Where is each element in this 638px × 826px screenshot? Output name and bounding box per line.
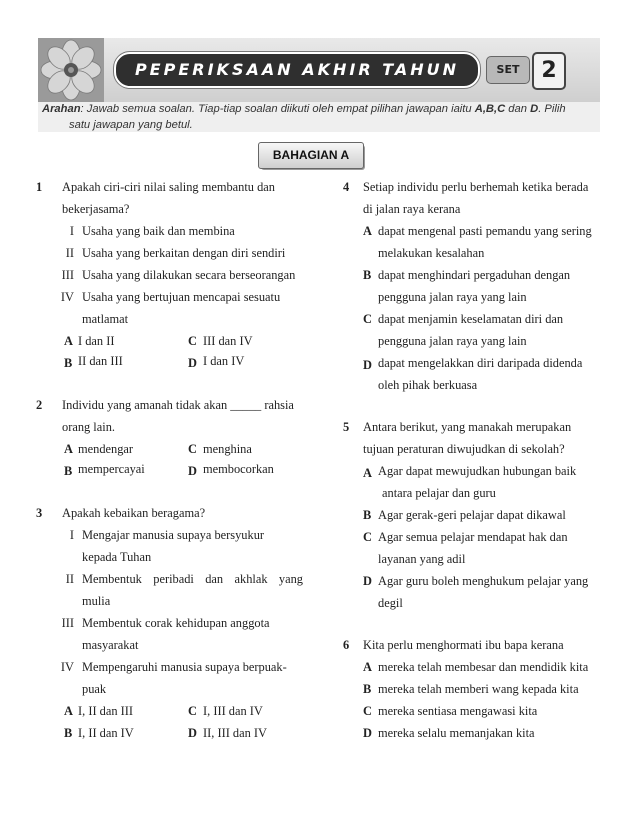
q1-option-d-text[interactable]: I dan IV xyxy=(203,354,245,368)
q4-option-d-text[interactable]: dapat mengelakkan diri daripada didenda xyxy=(378,356,583,370)
q3-statement-numeral: II xyxy=(65,572,74,586)
q4-option-c-text[interactable]: pengguna jalan raya yang lain xyxy=(378,334,527,348)
q3-statement-text: masyarakat xyxy=(82,638,139,652)
q1-statement-numeral: II xyxy=(65,246,74,260)
question-5-stem-line-2: tujuan peraturan diwujudkan di sekolah? xyxy=(363,442,565,456)
q4-option-a-text[interactable]: melakukan kesalahan xyxy=(378,246,485,260)
q1-statement-numeral: III xyxy=(61,268,74,282)
q5-option-d-letter[interactable]: D xyxy=(363,574,372,588)
flower-icon xyxy=(38,38,104,102)
q3-statement-text: mulia xyxy=(82,594,111,608)
q3-option-a-text[interactable]: I, II dan III xyxy=(78,704,134,718)
q1-statement-text: matlamat xyxy=(82,312,129,326)
instructions xyxy=(42,101,582,133)
question-4-number: 4 xyxy=(343,180,350,194)
q6-option-a-letter[interactable]: A xyxy=(363,660,372,674)
q5-option-a-text[interactable]: Agar dapat mewujudkan hubungan baik xyxy=(378,464,577,478)
q3-option-b-letter[interactable]: B xyxy=(64,726,73,740)
instructions-option-d: D xyxy=(530,103,539,115)
q5-option-a-letter[interactable]: A xyxy=(363,466,372,480)
q3-option-d-letter[interactable]: D xyxy=(188,726,197,740)
q2-option-d-text[interactable]: membocorkan xyxy=(203,462,274,476)
q1-option-a-letter[interactable]: A xyxy=(64,334,73,348)
question-6-stem: Kita perlu menghormati ibu bapa kerana xyxy=(363,638,564,652)
q6-option-c-text[interactable]: mereka sentiasa mengawasi kita xyxy=(378,704,538,718)
question-2-number: 2 xyxy=(36,398,43,412)
question-5-number: 5 xyxy=(343,420,350,434)
question-4-stem-line-2: di jalan raya kerana xyxy=(363,202,461,216)
question-4-stem-line-1: Setiap individu perlu berhemah ketika berada xyxy=(363,180,589,194)
exam-title-banner xyxy=(114,52,480,88)
question-3-stem: Apakah kebaikan beragama? xyxy=(62,506,206,520)
q3-statement-text: puak xyxy=(82,682,107,696)
q1-option-b-letter[interactable]: B xyxy=(64,356,73,370)
q1-option-c-letter[interactable]: C xyxy=(188,334,197,348)
q5-option-b-text[interactable]: Agar gerak-geri pelajar dapat dikawal xyxy=(378,508,566,522)
q3-option-c-letter[interactable]: C xyxy=(188,704,197,718)
q3-option-d-text[interactable]: II, III dan IV xyxy=(203,726,267,740)
section-label: BAHAGIAN A xyxy=(272,148,350,162)
q1-option-a-text[interactable]: I dan II xyxy=(78,334,115,348)
q5-option-c-letter[interactable]: C xyxy=(363,530,372,544)
q2-option-d-letter[interactable]: D xyxy=(188,464,197,478)
instructions-line-2: satu jawapan yang betul. xyxy=(69,119,193,131)
q3-statement-text: Mengajar manusia supaya bersyukur xyxy=(82,528,265,542)
instructions-options: A,B,C xyxy=(474,103,506,115)
q2-option-c-text[interactable]: menghina xyxy=(203,442,252,456)
set-label: SET xyxy=(496,63,520,76)
q4-option-b-text[interactable]: dapat menghindari pergaduhan dengan xyxy=(378,268,571,282)
set-number: 2 xyxy=(541,58,557,83)
q4-option-d-text[interactable]: oleh pihak berkuasa xyxy=(378,378,478,392)
q6-option-b-letter[interactable]: B xyxy=(363,682,372,696)
q2-option-a-letter[interactable]: A xyxy=(64,442,73,456)
question-1-stem-line-2: bekerjasama? xyxy=(62,202,130,216)
q4-option-a-letter[interactable]: A xyxy=(363,224,372,238)
q5-option-c-text[interactable]: Agar semua pelajar mendapat hak dan xyxy=(378,530,568,544)
q5-option-c-text[interactable]: layanan yang adil xyxy=(378,552,466,566)
q4-option-b-letter[interactable]: B xyxy=(363,268,372,282)
flower-decoration xyxy=(38,38,104,102)
instructions-and: dan xyxy=(505,103,531,115)
set-number-box xyxy=(532,52,566,90)
q3-statement-text: Membentuk corak kehidupan anggota xyxy=(82,616,270,630)
question-1-stem-line-1: Apakah ciri-ciri nilai saling membantu dan xyxy=(62,180,275,194)
q3-option-a-letter[interactable]: A xyxy=(64,704,73,718)
q1-statement-text: Usaha yang berkaitan dengan diri sendiri xyxy=(82,246,286,260)
q4-option-c-text[interactable]: dapat menjamin keselamatan diri dan xyxy=(378,312,564,326)
question-2-stem-line-2: orang lain. xyxy=(62,420,115,434)
q3-statement-numeral: IV xyxy=(60,660,74,674)
q6-option-c-letter[interactable]: C xyxy=(363,704,372,718)
question-2-stem-line-1: Individu yang amanah tidak akan _____ rahsia xyxy=(62,398,294,412)
q1-statement-text: Usaha yang bertujuan mencapai sesuatu xyxy=(82,290,281,304)
q2-option-b-letter[interactable]: B xyxy=(64,464,73,478)
q2-option-b-text[interactable]: mempercayai xyxy=(78,462,145,476)
q2-option-a-text[interactable]: mendengar xyxy=(78,442,134,456)
q3-statement-numeral: III xyxy=(61,616,74,630)
q3-statement-text: Membentuk peribadi dan akhlak yang xyxy=(82,572,303,586)
q5-option-b-letter[interactable]: B xyxy=(363,508,372,522)
instructions-text-end: . Pilih xyxy=(538,103,566,115)
q4-option-a-text[interactable]: dapat mengenal pasti pemandu yang sering xyxy=(378,224,592,238)
section-label-box xyxy=(258,142,364,169)
q6-option-a-text[interactable]: mereka telah membesar dan mendidik kita xyxy=(378,660,589,674)
instructions-label: Arahan xyxy=(42,103,81,115)
q1-statement-text: Usaha yang dilakukan secara berseorangan xyxy=(82,268,296,282)
q1-statement-numeral: I xyxy=(69,224,74,238)
q1-option-b-text[interactable]: II dan III xyxy=(78,354,123,368)
q5-option-d-text[interactable]: degil xyxy=(378,596,403,610)
q1-option-c-text[interactable]: III dan IV xyxy=(203,334,253,348)
q4-option-d-letter[interactable]: D xyxy=(363,358,372,372)
q1-option-d-letter[interactable]: D xyxy=(188,356,197,370)
q5-option-a-text[interactable]: antara pelajar dan guru xyxy=(382,486,496,500)
question-1-number: 1 xyxy=(36,180,43,194)
q3-statement-numeral: I xyxy=(69,528,74,542)
q5-option-d-text[interactable]: Agar guru boleh menghukum pelajar yang xyxy=(378,574,589,588)
q4-option-b-text[interactable]: pengguna jalan raya yang lain xyxy=(378,290,527,304)
question-6-number: 6 xyxy=(343,638,350,652)
q6-option-d-text[interactable]: mereka selalu memanjakan kita xyxy=(378,726,535,740)
q2-option-c-letter[interactable]: C xyxy=(188,442,197,456)
q3-statement-text: Mempengaruhi manusia supaya berpuak- xyxy=(82,660,287,674)
q6-option-d-letter[interactable]: D xyxy=(363,726,372,740)
instructions-text: : Jawab semua soalan. Tiap-tiap soalan diikuti oleh empat pilihan jawapan iaitu xyxy=(80,103,475,115)
q3-option-c-text[interactable]: I, III dan IV xyxy=(203,704,263,718)
question-5-stem-line-1: Antara berikut, yang manakah merupakan xyxy=(363,420,572,434)
q6-option-b-text[interactable]: mereka telah memberi wang kepada kita xyxy=(378,682,579,696)
q1-statement-text: Usaha yang baik dan membina xyxy=(82,224,235,238)
q3-statement-text: kepada Tuhan xyxy=(82,550,152,564)
exam-title: PEPERIKSAAN AKHIR TAHUN xyxy=(134,60,460,79)
q1-statement-numeral: IV xyxy=(60,290,74,304)
set-label-tab xyxy=(486,56,530,84)
q4-option-c-letter[interactable]: C xyxy=(363,312,372,326)
q3-option-b-text[interactable]: I, II dan IV xyxy=(78,726,134,740)
question-3-number: 3 xyxy=(36,506,43,520)
